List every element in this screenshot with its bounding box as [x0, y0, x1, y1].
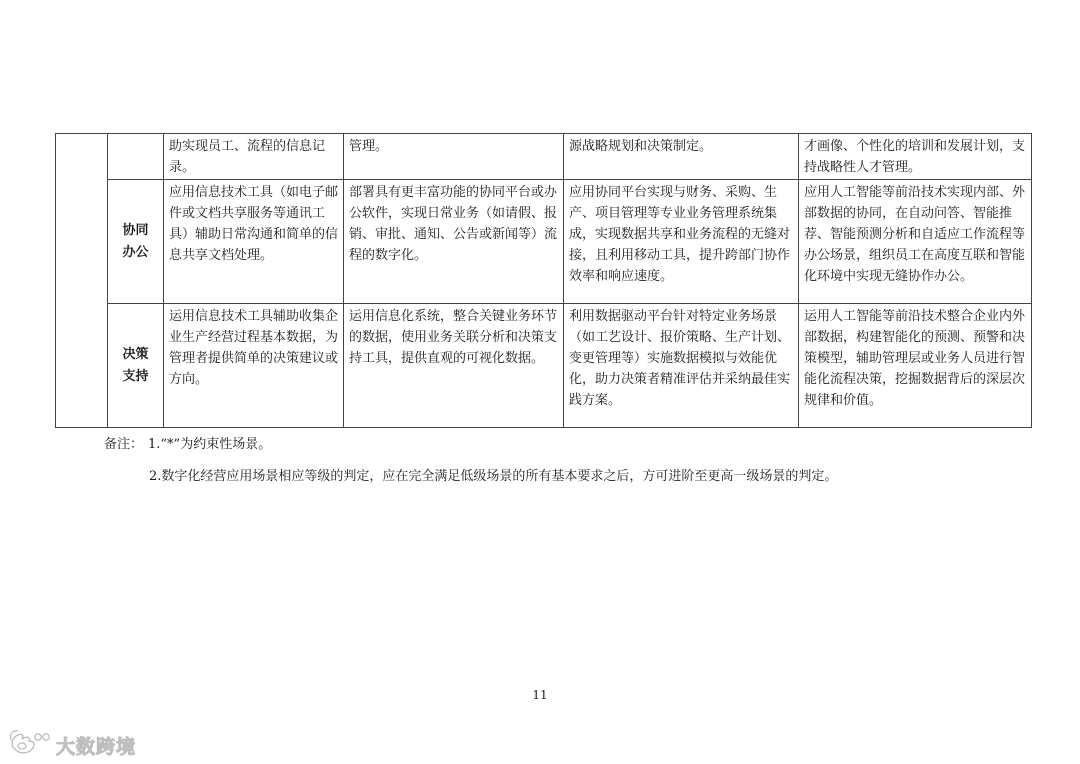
watermark — [8, 728, 136, 762]
table-cell: 运用信息技术工具辅助收集企业生产经营过程基本数据，为管理者提供简单的决策建议或方向。 — [164, 304, 344, 428]
table-cell: 应用协同平台实现与财务、采购、生产、项目管理等专业业务管理系统集成，实现数据共享和业务流程的无缝对接，且利用移动工具，提升跨部门协作效率和响应速度。 — [564, 180, 799, 304]
table-cell: 应用信息技术工具（如电子邮件或文档共享服务等通讯工具）辅助日常沟通和简单的信息共享文档处理。 — [164, 180, 344, 304]
notes-label: 备注： — [104, 437, 144, 452]
page-number: 11 — [532, 688, 548, 702]
table-cell: 部署具有更丰富功能的协同平台或办公软件，实现日常业务（如请假、报销、审批、通知、公告或新闻等）流程的数字化。 — [344, 180, 564, 304]
note-2: 2.数字化经营应用场景相应等级的判定，应在完全满足低级场景的所有基本要求之后，方可进阶至更高一级场景的判定。 — [149, 469, 838, 484]
table-cell: 源战略规划和决策制定。 — [564, 134, 799, 180]
table-cell: 运用信息化系统，整合关键业务环节的数据，使用业务关联分析和决策支持工具，提供直观的可视化数据。 — [344, 304, 564, 428]
table-cell: 利用数据驱动平台针对特定业务场景（如工艺设计、报价策略、生产计划、变更管理等）实施数据模拟与效能优化，助力决策者精准评估并采纳最佳实践方案。 — [564, 304, 799, 428]
table-cell: 才画像、个性化的培训和发展计划，支持战略性人才管理。 — [799, 134, 1032, 180]
row-category: 决策支持 — [108, 304, 164, 428]
row-category: 协同办公 — [108, 180, 164, 304]
weibo-icon — [8, 728, 52, 762]
table-row — [56, 304, 1032, 428]
table-cell: 运用人工智能等前沿技术整合企业内外部数据，构建智能化的预测、预警和决策模型，辅助管理层或业务人员进行智能化流程决策，挖掘数据背后的深层次规律和价值。 — [799, 304, 1032, 428]
table-cell: 管理。 — [344, 134, 564, 180]
table-cell: 助实现员工、流程的信息记录。 — [164, 134, 344, 180]
table-row — [56, 134, 1032, 180]
table-row — [56, 180, 1032, 304]
requirements-table — [55, 133, 1032, 428]
row-category — [108, 134, 164, 180]
watermark-text: 大数跨境 — [56, 735, 137, 758]
table-cell: 应用人工智能等前沿技术实现内部、外部数据的协同，在自动问答、智能推荐、智能预测分析和自适应工作流程等办公场景，组织员工在高度互联和智能化环境中实现无缝协作办公。 — [799, 180, 1032, 304]
note-1: 1.“*”为约束性场景。 — [148, 437, 272, 452]
merged-category-cell — [56, 134, 108, 428]
